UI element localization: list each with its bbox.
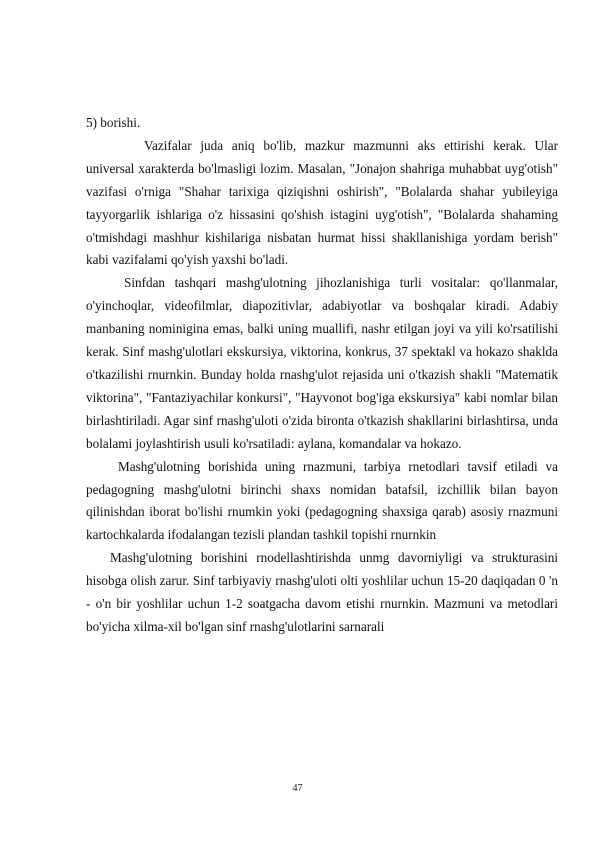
paragraph-course: Mashg'ulotning borishida uning rnazmuni, tarbiya rnetodlari tavsif etiladi va pedagogning mashg'ulotni birinchi shaxs nomidan batafsil, izchillik bilan bayon qilinishdan iborat bo'lishi rnumkin yoki (pedagogning shaxsiga qarab) asosiy rnazmuni kartochkalarda ifodalangan tezisli plandan tashkil topishi rnurnkin xyxy=(86,458,558,543)
paragraph-intro: 5) borishi. xyxy=(86,115,141,130)
page-number: 47 xyxy=(292,783,303,794)
paragraph-tasks: Vazifalar juda aniq bo'lib, mazkur mazmunni aks ettirishi kerak. Ular universal xarakterda bo'lmasligi lozim. Masalan, "Jonajon shahriga muhabbat uyg'otish" vazifasi o'rniga "Shahar tarixiga qiziqishni oshirish", "Bolalarda shahar yubileyiga tayyorgarlik ishlariga o'z hissasini qo'shish istagini uyg'otish", "Bolalarda shahaming o'tmishdagi mashhur kishilariga nisbatan hurmat hissi shakllanishiga yordam berish" kabi vazifalami qo'yish yaxshi bo'ladi. xyxy=(86,137,558,268)
paragraph-modeling: Mashg'ulotning borishini rnodellashtirishda unmg davorniyligi va strukturasini hisobga olish zarur. Sinf tarbiyaviy rnashg'uloti olti yoshlilar uchun 15-20 daqiqadan 0 'n - o'n bir yoshlilar uchun 1-2 soatgacha davom etishi rnurnkin. Mazmuni va metodlari bo'yicha xilma-xil bo'lgan sinf rnashg'ulotlarini sarnarali xyxy=(86,550,558,634)
body-text xyxy=(86,112,558,639)
paragraph-equipment: Sinfdan tashqari mashg'ulotning jihozlanishiga turli vositalar: qo'llanmalar, o'yinchoqlar, videofilmlar, diapozitivlar, adabiyotlar va boshqalar kiradi. Adabiy manbaning nominigina emas, balki uning muallifi, nashr etilgan joyi va yili ko'rsatilishi kerak. Sinf mashg'ulotlari ekskursiya, viktorina, konkrus, 37 spektakl va hokazo shaklda o'tkazilishi rnurnkin. Bunday holda rnashg'ulot rejasida uni o'tkazish shakli "Matematik viktorina", "Fantaziyachilar konkursi", "Hayvonot bog'iga ekskursiya" kabi nomlar bilan birlashtiriladi. Agar sinf rnashg'uloti o'zida bironta o'tkazish shakllarini birlashtirsa, unda bolalami joylashtirish usuli ko'rsatiladi: aylana, komandalar va hokazo. xyxy=(86,275,558,451)
